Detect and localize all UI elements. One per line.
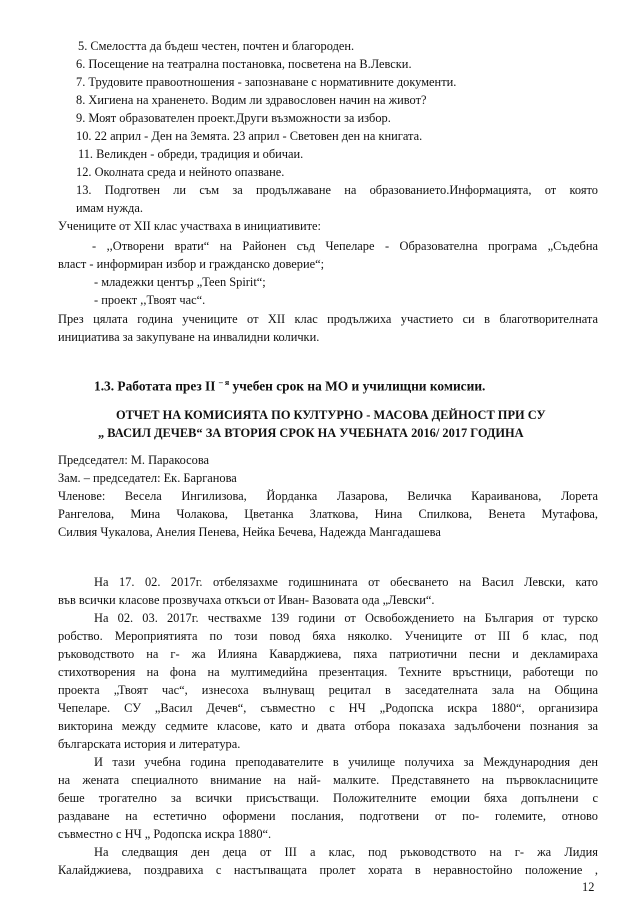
xii-initiative: - младежки център „Teen Spirit“;	[94, 275, 266, 289]
body-line: стихотворения на фона на мултимедийна презентация. Техните връстници, работещи по	[58, 665, 598, 679]
report-heading-line2: „ ВАСИЛ ДЕЧЕВ“ ЗА ВТОРИЯ СРОК НА УЧЕБНАТА 2016/ 2017 ГОДИНА	[98, 426, 524, 440]
xii-paragraph: инициатива за закупуване на инвалидни колички.	[58, 330, 320, 344]
body-line: И тази учебна година преподавателите в училище получиха за Международния ден	[94, 755, 598, 769]
members-line: Членове: Весела Ингилизова, Йорданка Лазарова, Величка Караиванова, Лорета	[58, 489, 598, 503]
body-line: ръководството на г- жа Илияна Каварджиева, пяха патриотични песни и декламираха	[58, 647, 598, 661]
body-line: На 17. 02. 2017г. отбелязахме годишнината от обесването на Васил Левски, като	[94, 575, 598, 589]
body-line: робство. Мероприятията по този повод бяха няколко. Учениците от III б клас, под	[58, 629, 598, 643]
list-item: 13. Подготвен ли съм за продължаване на образованието.Информацията, от която	[76, 183, 598, 197]
report-heading-line1: ОТЧЕТ НА КОМИСИЯТА ПО КУЛТУРНО - МАСОВА ДЕЙНОСТ ПРИ СУ	[116, 408, 546, 422]
xii-initiative: - проект ,,Твоят час“.	[94, 293, 206, 307]
page-number: 12	[582, 880, 595, 894]
list-item-continuation: имам нужда.	[76, 201, 143, 215]
section-heading	[94, 375, 485, 394]
chairperson: Председател: М. Паракосова	[58, 453, 210, 467]
body-line: на жената специалното внимание на най- малките. Представянето на първокласниците	[58, 773, 598, 787]
list-item: 12. Околната среда и нейното опазване.	[76, 165, 285, 179]
members-line: Рангелова, Мина Чолакова, Цветанка Златкова, Нина Спилкова, Венета Мутафова,	[58, 507, 598, 521]
section-heading-pre: 1.3. Работата през II	[94, 378, 219, 394]
xii-intro: Учениците от XII клас участваха в инициативите:	[58, 219, 322, 233]
body-line: На 02. 03. 2017г. чествахме 139 години от Освобождението на България от турско	[94, 611, 598, 625]
body-line: Чепеларе. СУ „Васил Дечев“, съвместно с НЧ „Родопска искра 1880“, организира	[58, 701, 598, 715]
body-line: във всички класове прозвучаха откъси от Иван- Вазовата ода „Левски“.	[58, 593, 435, 607]
xii-paragraph: През цялата година учениците от XII клас продължиха участието си в благотворителната	[58, 312, 598, 326]
body-line: проекта „Твоят час“, изнесоха вълнуващ рецитал в заседателната зала на Община	[58, 683, 598, 697]
body-line: раздаване на естетично оформени послания, подготвени от по- големите, отново	[58, 809, 598, 823]
xii-initiative: - ,,Отворени врати“ на Районен съд Чепеларе - Образователна програма „Съдебна	[92, 239, 598, 253]
xii-initiative-continuation: власт - информиран избор и гражданско доверие“;	[58, 257, 325, 271]
body-line: беше трогателно за всички присъстващи. Положителните емоции бяха допълнени с	[58, 791, 598, 805]
body-line: Калайджиева, поздравиха с настъпващата пролет хората в неравностойно положение ,	[58, 863, 598, 877]
list-item: 10. 22 април - Ден на Земята. 23 април - Световен ден на книгата.	[76, 129, 423, 143]
vice-chairperson: Зам. – председател: Ек. Барганова	[58, 471, 237, 485]
list-item: 8. Хигиена на храненето. Водим ли здравословен начин на живот?	[76, 93, 427, 107]
body-line: съвместно с НЧ „ Родопска искра 1880“.	[58, 827, 272, 841]
section-heading-sup: – я	[218, 378, 230, 387]
body-line: На следващия ден деца от III а клас, под ръководството на г- жа Лидия	[94, 845, 598, 859]
list-item: 7. Трудовите правоотношения - запознаване с нормативните документи.	[76, 75, 457, 89]
list-item: 5. Смелостта да бъдеш честен, почтен и благороден.	[78, 39, 355, 53]
list-item: 9. Моят образователен проект.Други възможности за избор.	[76, 111, 391, 125]
list-item: 6. Посещение на театрална постановка, посветена на В.Левски.	[76, 57, 412, 71]
body-line: българската история и литература.	[58, 737, 241, 751]
body-line: викторина между седмите класове, като и двата отбора показаха задълбочени познания за	[58, 719, 598, 733]
members-line: Силвия Чукалова, Анелия Пенева, Нейка Бечева, Надежда Мангадашева	[58, 525, 441, 539]
list-item: 11. Великден - обреди, традиция и обичаи.	[78, 147, 304, 161]
section-heading-post: учебен срок на МО и училищни комисии.	[229, 378, 486, 394]
